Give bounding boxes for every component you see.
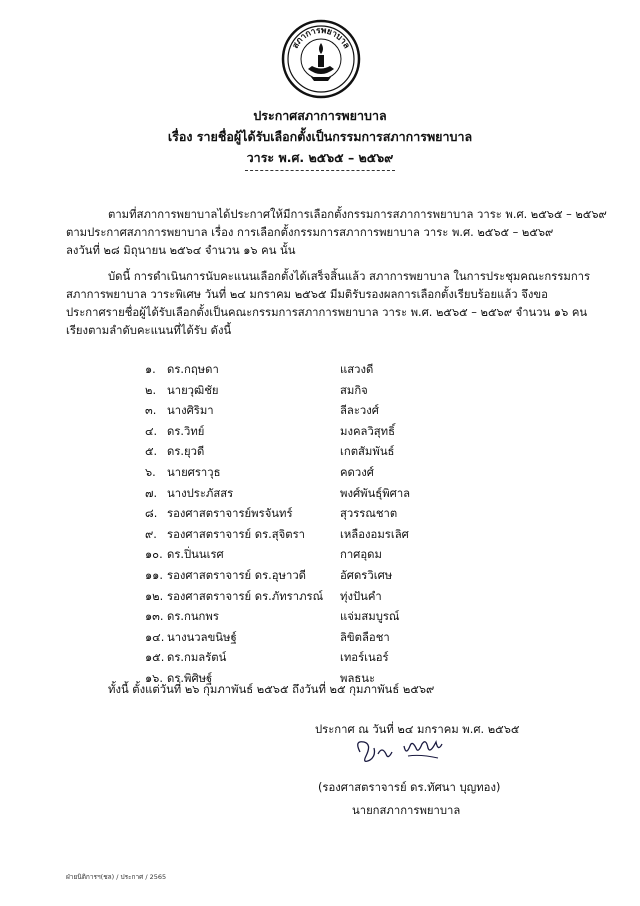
- member-num: ๔.: [145, 424, 158, 438]
- member-first: ดร.ยุวดี: [167, 445, 205, 459]
- svg-text:สภาการพยาบาล: สภาการพยาบาล: [290, 25, 352, 51]
- member-first: นางประภัสสร: [167, 486, 234, 500]
- member-num: ๑๔.: [145, 630, 165, 644]
- member-last: เหลืองอมรเลิศ: [340, 527, 409, 541]
- member-first: รองศาสตราจารย์พรจันทร์: [167, 507, 293, 521]
- member-last: มงคลวิสุทธิ์: [340, 424, 396, 438]
- member-first: รองศาสตราจารย์ ดร.ภัทราภรณ์: [167, 589, 324, 603]
- member-num: ๑๓.: [145, 610, 164, 624]
- member-last: สมกิจ: [340, 383, 368, 397]
- member-last: พลธนะ: [340, 671, 376, 685]
- member-num: ๑๐.: [145, 548, 163, 562]
- member-first: ดร.กมลรัตน์: [167, 651, 227, 665]
- list-item: [145, 545, 565, 566]
- member-list: [145, 360, 565, 690]
- effective-period: ทั้งนี้ ตั้งแต่วันที่ ๒๖ กุมภาพันธ์ ๒๕๖๕ ถึงวันที่ ๒๕ กุมภาพันธ์ ๒๕๖๙: [108, 683, 435, 696]
- member-first: นายวุฒิชัย: [167, 383, 219, 397]
- member-num: ๕.: [145, 445, 158, 459]
- signature-icon: [340, 732, 460, 770]
- paragraph-line: ลงวันที่ ๒๘ มิถุนายน ๒๕๖๔ จำนวน ๑๖ คน นั้น: [66, 244, 296, 257]
- paragraph-line: เรียงตามลำดับคะแนนที่ได้รับ ดังนี้: [66, 324, 232, 337]
- paragraph-line: ตามประกาศสภาการพยาบาล เรื่อง การเลือกตั้งกรรมการสภาการพยาบาล วาระ พ.ศ. ๒๕๖๕ – ๒๕๖๙: [66, 226, 554, 239]
- announce-date: ประกาศ ณ วันที่ ๒๔ มกราคม พ.ศ. ๒๕๖๕: [315, 723, 520, 736]
- list-item: [145, 504, 565, 525]
- member-first: นางนวลขนิษฐ์: [167, 630, 237, 644]
- member-first: ดร.พิศิษฐ์: [167, 671, 213, 685]
- list-item: [145, 566, 565, 587]
- member-last: ลิขิตลือชา: [340, 630, 390, 644]
- member-first: รองศาสตราจารย์ ดร.อุษาวดี: [167, 568, 307, 582]
- doc-subject: เรื่อง รายชื่อผู้ได้รับเลือกตั้งเป็นกรรมการสภาการพยาบาล: [167, 129, 473, 144]
- member-last: ทุ่งปันคำ: [340, 589, 382, 603]
- member-first: รองศาสตราจารย์ ดร.สุจิตรา: [167, 527, 306, 541]
- signer-title: นายกสภาการพยาบาล: [352, 804, 461, 817]
- member-last: เกตสัมพันธ์: [340, 445, 395, 459]
- member-num: ๘.: [145, 507, 158, 521]
- signer-name: (รองศาสตราจารย์ ดร.ทัศนา บุญทอง): [318, 781, 501, 794]
- paragraph-result: [66, 268, 591, 340]
- list-item: [145, 484, 565, 505]
- list-item: [145, 463, 565, 484]
- member-last: แสวงดี: [340, 363, 374, 376]
- list-item: [145, 587, 565, 608]
- member-num: ๑๖.: [145, 671, 163, 685]
- list-item: [145, 401, 565, 422]
- member-num: ๑.: [145, 363, 156, 376]
- paragraph-line: บัดนี้ การดำเนินการนับคะแนนเลือกตั้งได้เสร็จสิ้นแล้ว สภาการพยาบาล ในการประชุมคณะกรรมการ: [108, 270, 591, 283]
- member-first: นางศิริมา: [167, 404, 214, 418]
- member-last: คดวงศ์: [340, 465, 374, 479]
- member-num: ๗.: [145, 486, 158, 500]
- member-num: ๑๕.: [145, 651, 165, 665]
- paragraph-line: ตามที่สภาการพยาบาลได้ประกาศให้มีการเลือกตั้งกรรมการสภาการพยาบาล วาระ พ.ศ. ๒๕๖๕ – ๒๕๖๙: [108, 208, 607, 221]
- member-num: ๖.: [145, 465, 156, 479]
- member-first: ดร.ปิ่นนเรศ: [167, 548, 224, 562]
- footer-reference: ฝ่ายนิติการฯ(ชล) / ประกาศ / 2565: [66, 873, 167, 881]
- member-last: อัศดรวิเศษ: [340, 568, 393, 582]
- member-last: พงศ์พันธุ์พิศาล: [340, 486, 411, 500]
- list-item: [145, 628, 565, 649]
- title-divider: [245, 170, 395, 171]
- member-first: นายศราวุธ: [167, 465, 221, 479]
- member-num: ๑๒.: [145, 589, 164, 603]
- member-num: ๓.: [145, 404, 157, 418]
- member-num: ๒.: [145, 383, 157, 397]
- nursing-council-emblem-icon: [281, 19, 361, 99]
- list-item: [145, 648, 565, 669]
- list-item: [145, 381, 565, 402]
- list-item: [145, 422, 565, 443]
- member-last: กาศอุดม: [340, 548, 382, 562]
- list-item: [145, 442, 565, 463]
- member-last: เทอร์เนอร์: [340, 651, 389, 665]
- member-last: แจ่มสมบูรณ์: [340, 610, 400, 624]
- member-num: ๙.: [145, 527, 157, 541]
- list-item: [145, 607, 565, 628]
- member-first: ดร.กฤษดา: [167, 363, 219, 376]
- doc-title: ประกาศสภาการพยาบาล: [253, 108, 387, 123]
- doc-term: วาระ พ.ศ. ๒๕๖๕ – ๒๕๖๙: [246, 150, 394, 165]
- member-first: ดร.วิทย์: [167, 424, 205, 438]
- paragraph-intro: [66, 206, 607, 260]
- member-last: ลีละวงศ์: [340, 404, 379, 418]
- member-num: ๑๑.: [145, 568, 163, 582]
- list-item: [145, 360, 565, 381]
- paragraph-line: ประกาศรายชื่อผู้ได้รับเลือกตั้งเป็นคณะกรรมการสภาการพยาบาล วาระ พ.ศ. ๒๕๖๕ – ๒๕๖๙ จำนวน ๑๖ คน: [66, 306, 588, 319]
- member-first: ดร.กนกพร: [167, 610, 219, 624]
- paragraph-line: สภาการพยาบาล วาระพิเศษ วันที่ ๒๔ มกราคม ๒๕๖๕ มีมติรับรองผลการเลือกตั้งเรียบร้อยแล้ว จึงขอ: [66, 288, 548, 301]
- list-item: [145, 525, 565, 546]
- member-last: สุวรรณชาต: [340, 507, 398, 521]
